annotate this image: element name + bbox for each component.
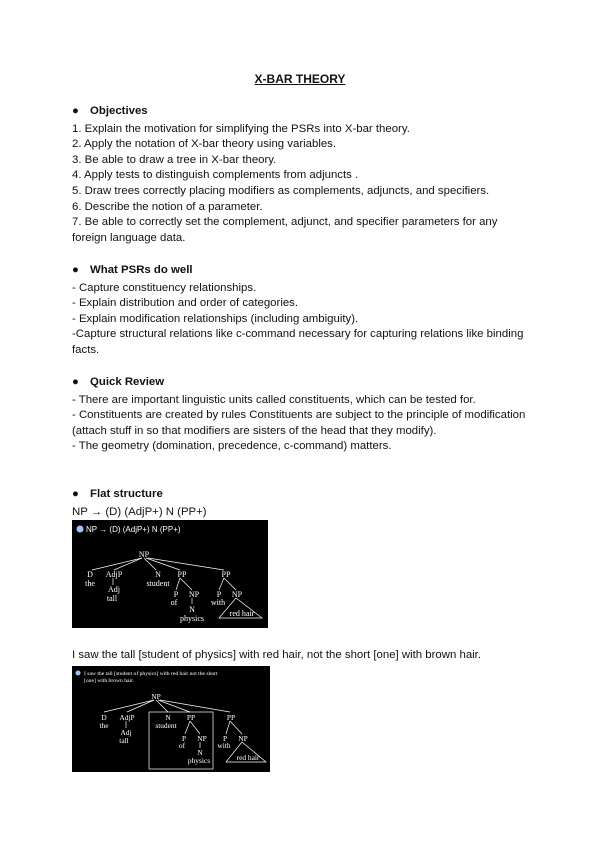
heading-text: Quick Review: [90, 376, 165, 388]
review-line: - There are important linguistic units called constituents, which can be tested for.: [72, 393, 476, 406]
node-n: N: [155, 570, 161, 579]
figure-caption: NP → (D) (AdjP+) N (PP+): [86, 525, 181, 534]
leaf-student: student: [155, 721, 177, 730]
leaf-physics: physics: [180, 614, 204, 623]
heading-text: What PSRs do well: [90, 264, 193, 276]
bullet-icon: ●: [72, 376, 79, 388]
psr-line: - Explain distribution and order of categories.: [72, 297, 299, 310]
bullet-icon: ●: [72, 264, 79, 276]
node-pp: PP: [221, 570, 231, 579]
node-pp: PP: [177, 570, 187, 579]
leaf-the: the: [85, 579, 95, 588]
node-np: NP: [238, 734, 248, 743]
leaf-student: student: [146, 579, 170, 588]
objective-line: 1. Explain the motivation for simplifying the PSRs into X-bar theory.: [72, 122, 410, 135]
section-heading: [72, 375, 532, 391]
objective-line: 5. Draw trees correctly placing modifiers as complements, adjuncts, and specifiers.: [72, 184, 490, 197]
figure-caption-line1: I saw the tall [student of physics] with red hair not the short: [84, 671, 218, 677]
node-n: N: [189, 605, 195, 614]
section-heading: [72, 263, 532, 279]
node-pp: PP: [226, 713, 236, 722]
leaf-red-hair: red hair: [229, 609, 255, 618]
node-adj: Adj: [120, 728, 132, 737]
flat-rule: NP → (D) (AdjP+) N (PP+): [72, 505, 207, 518]
bullet-icon: ●: [72, 488, 79, 500]
psr-line: -Capture structural relations like c-command necessary for capturing relations like binding facts.: [72, 328, 524, 356]
objective-line: 2. Apply the notation of X-bar theory using variables.: [72, 138, 337, 151]
flat-tree-figure-1: [72, 520, 268, 628]
figure-caption-line2: [one] with brown hair.: [84, 678, 135, 684]
review-section: [72, 375, 532, 455]
psr-line: - Capture constituency relationships.: [72, 281, 257, 294]
node-d: D: [101, 713, 107, 722]
slide-bullet-icon: [77, 526, 84, 533]
heading-text: Flat structure: [90, 488, 163, 500]
node-adjp: AdjP: [105, 570, 123, 579]
objective-line: 3. Be able to draw a tree in X-bar theory.: [72, 153, 277, 166]
node-np: NP: [197, 734, 207, 743]
node-np: NP: [151, 692, 161, 701]
objectives-section: [72, 104, 532, 246]
bracketed-tree-figure-2: [72, 666, 270, 772]
node-p: P: [216, 590, 222, 599]
leaf-of: of: [178, 741, 186, 750]
node-adj: Adj: [108, 585, 120, 594]
node-pp: PP: [186, 713, 196, 722]
leaf-with: with: [210, 598, 226, 607]
node-p: P: [173, 590, 179, 599]
psrs-section: [72, 263, 532, 359]
leaf-tall: tall: [119, 736, 129, 745]
leaf-with: with: [217, 741, 231, 750]
flat-structure-section: [72, 487, 532, 520]
review-line: - Constituents are created by rules Constituents are subject to the principle of modification (attach stuff in so that modifiers are sisters of the head that they modify).: [72, 409, 526, 437]
heading-text: Objectives: [90, 105, 148, 117]
section-heading: [72, 487, 532, 503]
node-p: P: [181, 734, 187, 743]
slide-bullet-icon: [76, 671, 81, 676]
page-title: X-BAR THEORY: [254, 72, 346, 86]
leaf-the: the: [99, 721, 109, 730]
leaf-of: of: [170, 598, 178, 607]
node-np: NP: [231, 590, 243, 599]
node-p: P: [222, 734, 228, 743]
node-n: N: [197, 748, 203, 757]
section-heading: [72, 104, 532, 120]
objective-line: 6. Describe the notion of a parameter.: [72, 200, 263, 213]
bullet-icon: ●: [72, 105, 79, 117]
node-adjp: AdjP: [119, 713, 135, 722]
node-n: N: [165, 713, 171, 722]
example-sentence: I saw the tall [student of physics] with red hair, not the short [one] with brown hair.: [72, 649, 482, 661]
leaf-red-hair: red hair: [236, 753, 260, 762]
node-np: NP: [138, 550, 150, 559]
node-np: NP: [188, 590, 200, 599]
objective-line: 4. Apply tests to distinguish complements from adjuncts .: [72, 169, 359, 182]
node-d: D: [87, 570, 93, 579]
leaf-physics: physics: [187, 756, 211, 765]
objective-line: 7. Be able to correctly set the complement, adjunct, and specifier parameters for any foreign language data.: [72, 216, 498, 244]
review-line: - The geometry (domination, precedence, c-command) matters.: [72, 440, 392, 453]
leaf-tall: tall: [106, 594, 118, 603]
psr-line: - Explain modification relationships (including ambiguity).: [72, 312, 359, 325]
